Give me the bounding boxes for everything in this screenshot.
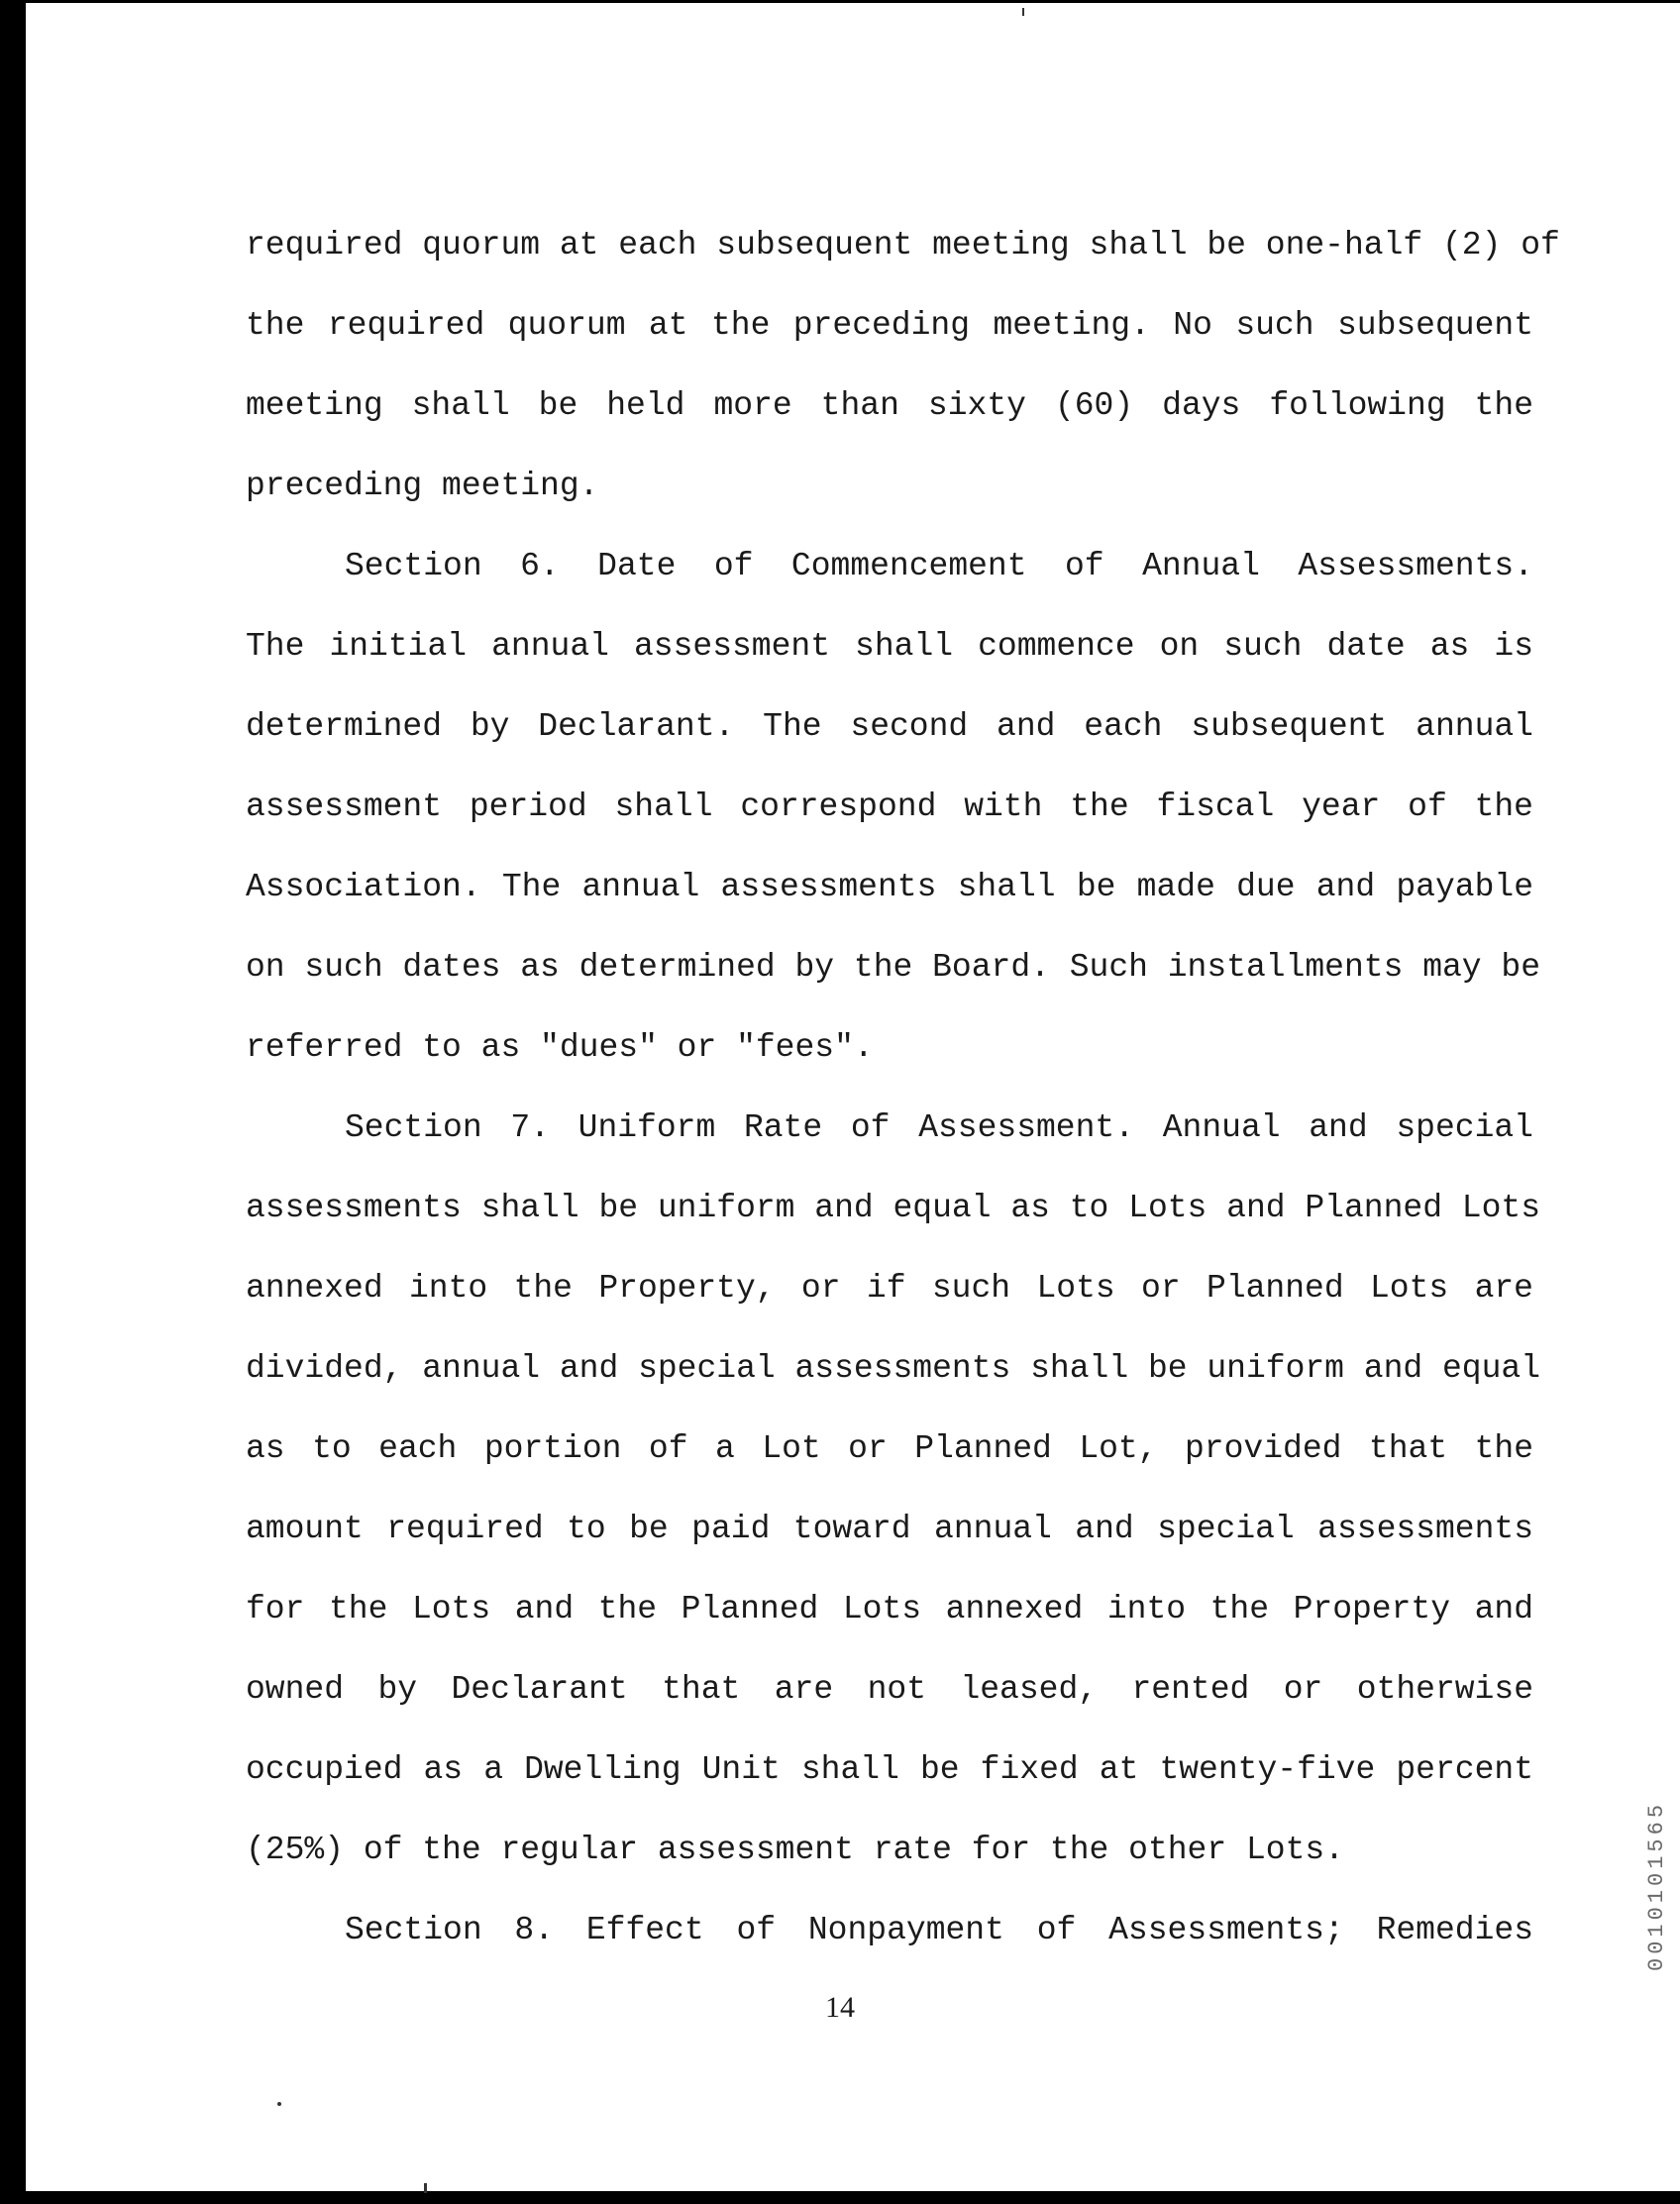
scan-speck: [277, 2102, 281, 2106]
text-line: occupied as a Dwelling Unit shall be fixed at twenty-five percent: [246, 1751, 1533, 1788]
text-line: for the Lots and the Planned Lots annexed into the Property and: [246, 1591, 1533, 1627]
text-line: assessments shall be uniform and equal as to Lots and Planned Lots: [246, 1190, 1541, 1226]
section-heading-8: Section 8. Effect of Nonpayment of Assessments; Remedies: [345, 1912, 1533, 1948]
margin-stamp: 0010101565: [1644, 1800, 1669, 1971]
text-line: meeting shall be held more than sixty (60) days following the: [246, 387, 1533, 424]
scan-border-bottom: [0, 2191, 1680, 2204]
scan-speck: [1022, 8, 1024, 16]
text-line: on such dates as determined by the Board. Such installments may be: [246, 949, 1541, 986]
scan-speck: [424, 2183, 427, 2193]
text-line: owned by Declarant that are not leased, rented or otherwise: [246, 1671, 1533, 1708]
text-line: annexed into the Property, or if such Lots or Planned Lots are: [246, 1270, 1533, 1307]
text-line: preceding meeting.: [246, 468, 599, 504]
scan-border-top: [0, 0, 1680, 3]
text-line: referred to as "dues" or "fees".: [246, 1029, 874, 1066]
text-line: the required quorum at the preceding meeting. No such subsequent: [246, 307, 1533, 344]
text-line: assessment period shall correspond with the fiscal year of the: [246, 788, 1533, 825]
text-line: amount required to be paid toward annual and special assessments: [246, 1511, 1533, 1547]
text-line: (25%) of the regular assessment rate for the other Lots.: [246, 1832, 1344, 1868]
text-line: required quorum at each subsequent meeting shall be one-half (2) of: [246, 227, 1560, 263]
text-line: determined by Declarant. The second and each subsequent annual: [246, 708, 1533, 745]
scan-border-left: [0, 0, 26, 2204]
text-line: Association. The annual assessments shall be made due and payable: [246, 869, 1533, 905]
text-line: The initial annual assessment shall commence on such date as is: [246, 628, 1533, 665]
text-line: divided, annual and special assessments shall be uniform and equal: [246, 1350, 1541, 1387]
section-heading-6: Section 6. Date of Commencement of Annual Assessments.: [345, 548, 1533, 584]
section-heading-7: Section 7. Uniform Rate of Assessment. Annual and special: [345, 1109, 1533, 1146]
page-number: 14: [825, 1991, 855, 2024]
text-line: as to each portion of a Lot or Planned Lot, provided that the: [246, 1430, 1533, 1467]
